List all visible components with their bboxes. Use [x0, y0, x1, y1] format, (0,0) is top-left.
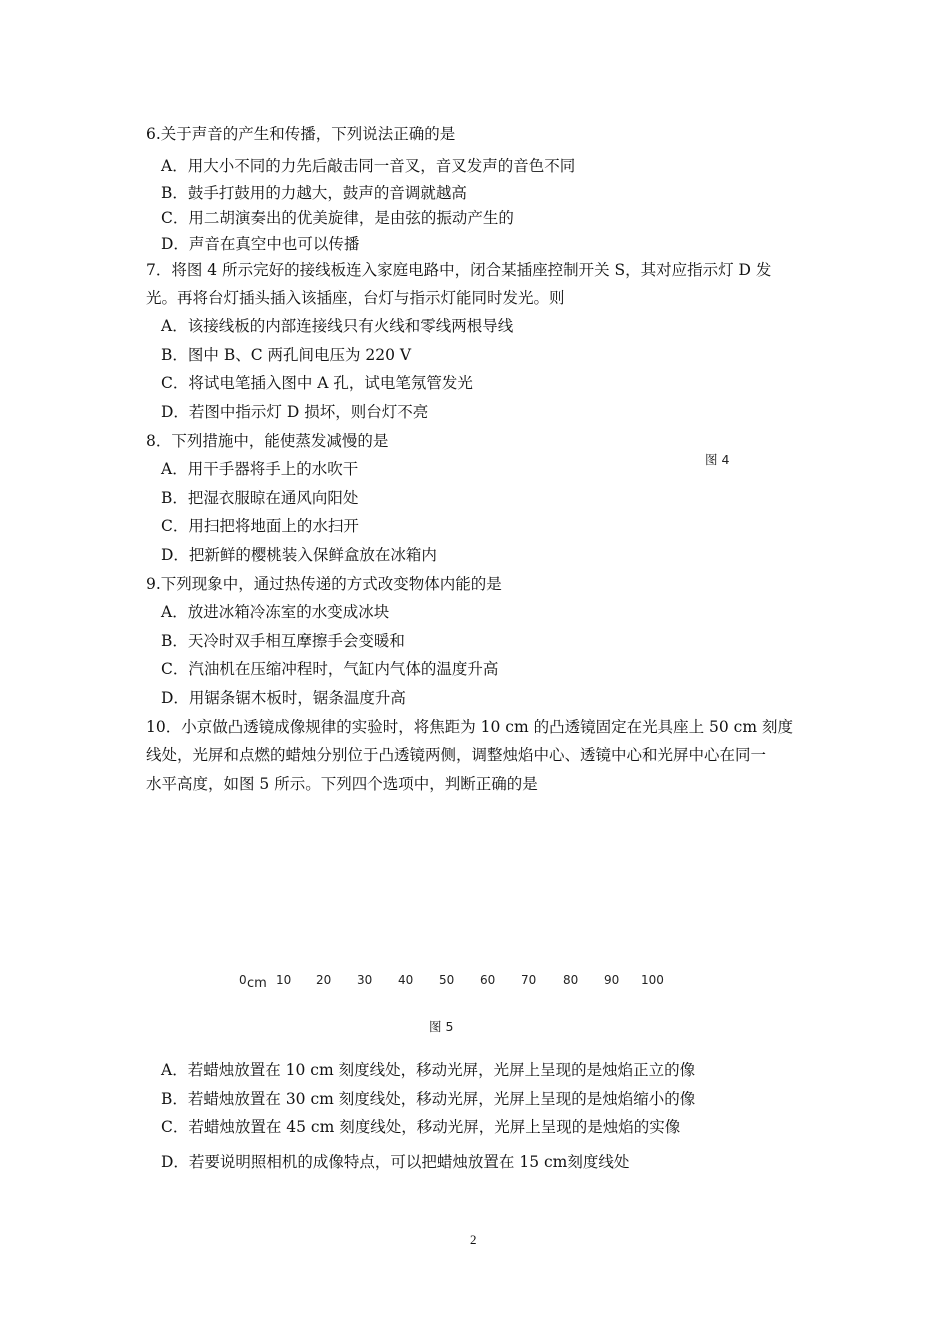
scale-tick-50: 50: [439, 973, 455, 987]
q10-stem-line1: 10．小京做凸透镜成像规律的实验时，将焦距为 10 cm 的凸透镜固定在光具座上 50 cm 刻度: [146, 718, 793, 736]
q10-option-b: B．若蜡烛放置在 30 cm 刻度线处，移动光屏，光屏上呈现的是烛焰缩小的像: [161, 1090, 696, 1108]
q7-option-b: B．图中 B、C 两孔间电压为 220 V: [161, 346, 412, 364]
q6-option-d: D．声音在真空中也可以传播: [161, 235, 360, 253]
scale-tick-60: 60: [480, 973, 496, 987]
q6-option-a: A．用大小不同的力先后敲击同一音叉，音叉发声的音色不同: [161, 157, 576, 175]
figure-4-caption: 图 4: [705, 452, 730, 467]
q8-option-a: A．用干手器将手上的水吹干: [161, 460, 359, 478]
q10-option-c: C．若蜡烛放置在 45 cm 刻度线处，移动光屏，光屏上呈现的是烛焰的实像: [161, 1118, 681, 1136]
q7-stem-line2: 光。再将台灯插头插入该插座，台灯与指示灯能同时发光。则: [146, 289, 565, 307]
scale-tick-100: 100: [641, 973, 664, 987]
q10-option-d: D．若要说明照相机的成像特点，可以把蜡烛放置在 15 cm刻度线处: [161, 1153, 630, 1171]
q8-option-c: C．用扫把将地面上的水扫开: [161, 517, 359, 535]
q6-option-c: C．用二胡演奏出的优美旋律，是由弦的振动产生的: [161, 209, 514, 227]
scale-unit: cm: [247, 976, 267, 991]
q7-option-a: A．该接线板的内部连接线只有火线和零线两根导线: [161, 317, 514, 335]
q7-stem-line1: 7．将图 4 所示完好的接线板连入家庭电路中，闭合某插座控制开关 S，其对应指示灯 D 发: [146, 261, 772, 279]
q9-stem: 9.下列现象中，通过热传递的方式改变物体内能的是: [146, 575, 502, 593]
q7-option-c: C．将试电笔插入图中 A 孔，试电笔氖管发光: [161, 374, 473, 392]
q10-stem-line2: 线处，光屏和点燃的蜡烛分别位于凸透镜两侧，调整烛焰中心、透镜中心和光屏中心在同一: [146, 746, 767, 764]
scale-tick-20: 20: [316, 973, 332, 987]
q9-option-b: B．天冷时双手相互摩擦手会变暖和: [161, 632, 405, 650]
scale-tick-90: 90: [604, 973, 620, 987]
q10-stem-line3: 水平高度，如图 5 所示。下列四个选项中，判断正确的是: [146, 775, 538, 793]
page-number: 2: [470, 1232, 477, 1247]
q8-stem: 8．下列措施中，能使蒸发减慢的是: [146, 432, 389, 450]
q6-stem: 6.关于声音的产生和传播，下列说法正确的是: [146, 125, 456, 143]
scale-tick-80: 80: [563, 973, 579, 987]
q7-option-d: D．若图中指示灯 D 损坏，则台灯不亮: [161, 403, 429, 421]
q6-option-b: B．鼓手打鼓用的力越大，鼓声的音调就越高: [161, 184, 467, 202]
scale-tick-10: 10: [276, 973, 292, 987]
scale-tick-40: 40: [398, 973, 414, 987]
scale-tick-0: 0: [239, 973, 247, 987]
q9-option-c: C．汽油机在压缩冲程时，气缸内气体的温度升高: [161, 660, 499, 678]
q9-option-d: D．用锯条锯木板时，锯条温度升高: [161, 689, 406, 707]
q8-option-b: B．把湿衣服晾在通风向阳处: [161, 489, 359, 507]
q9-option-a: A．放进冰箱冷冻室的水变成冰块: [161, 603, 390, 621]
q8-option-d: D．把新鲜的樱桃装入保鲜盒放在冰箱内: [161, 546, 437, 564]
q10-option-a: A．若蜡烛放置在 10 cm 刻度线处，移动光屏，光屏上呈现的是烛焰正立的像: [161, 1061, 696, 1079]
scale-tick-30: 30: [357, 973, 373, 987]
scale-tick-70: 70: [521, 973, 537, 987]
figure-5-caption: 图 5: [429, 1019, 454, 1034]
